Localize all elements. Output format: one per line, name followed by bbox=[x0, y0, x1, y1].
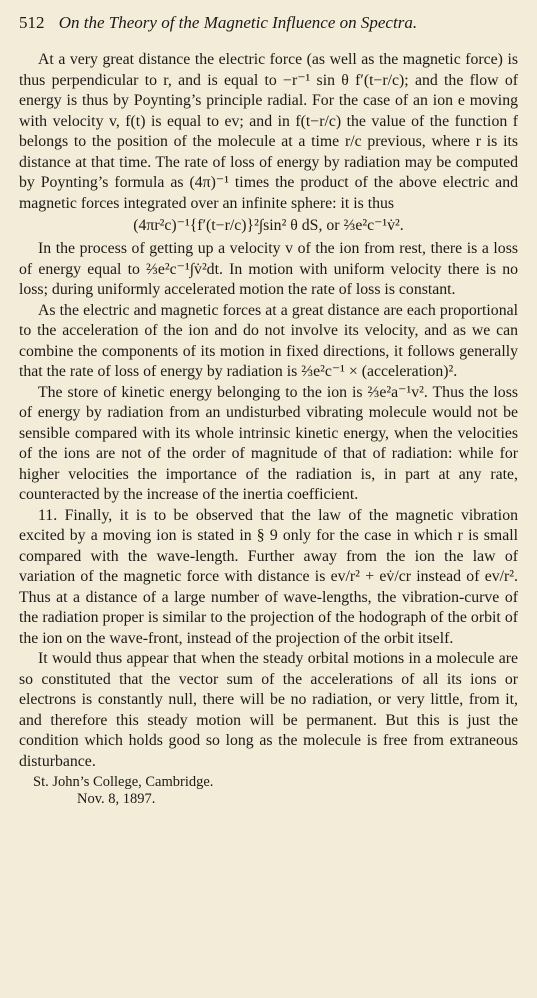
paragraph-radiation-force: At a very great distance the electric force (as well as the magnetic force) is thus perpendicular to r, and is equal to −r⁻¹ sin θ f′(t−r/c); and the flow of energy is thus by Poynting’s principle radial. For the case of an ion e moving with velocity v, f(t) is equal to ev; and in f(t−r/c) the value of the function f belongs to the position of the molecule at a time r/c previous, where r is its distance at that time. The rate of loss of energy by radiation may be computed by Poynting’s formula as (4π)⁻¹ times the product of the above electric and magnetic forces integrated over an infinite sphere: it is thus bbox=[19, 51, 518, 212]
page-number: 512 bbox=[19, 13, 45, 32]
equation-energy-loss: (4πr²c)⁻¹{f′(t−r/c)}²∫sin² θ dS, or ⅔e²c⁻¹v̇². bbox=[133, 217, 404, 234]
paragraph-section-11: 11. Finally, it is to be observed that the law of the magnetic vibration excited by a moving ion is stated in § 9 only for the case in which r is small compared with the wave-length. Further away from the ion the law of variation of the magnetic force with distance is ev/r² + ev̇/cr instead of ev/r². Thus at a distance of a large number of wave-lengths, the vibration-curve of the radiation proper is similar to the projection of the hodograph of the orbit of the ion on the wave-front, instead of the projection of the orbit itself. bbox=[19, 506, 518, 647]
running-header bbox=[19, 12, 518, 36]
paragraph-acceleration: As the electric and magnetic forces at a great distance are each proportional to the acceleration of the ion and do not involve its velocity, and as we can combine the components of its motion in fixed directions, it follows generally that the rate of loss of energy by radiation is ⅔e²c⁻¹ × (acceleration)². bbox=[19, 301, 518, 380]
signature-block bbox=[19, 774, 518, 808]
signature-date: Nov. 8, 1897. bbox=[77, 791, 156, 807]
running-title: On the Theory of the Magnetic Influence on Spectra. bbox=[58, 13, 418, 32]
paragraph-conclusion: It would thus appear that when the steady orbital motions in a molecule are so constituted that the vector sum of the accelerations of all its ions or electrons is constantly null, there will be no radiation, or very little, from it, and therefore this steady motion will be permanent. But this is just the condition which holds good so long as the molecule is free from extraneous disturbance. bbox=[19, 650, 518, 770]
paragraph-velocity-loss: In the process of getting up a velocity v of the ion from rest, there is a loss of energy equal to ⅔e²c⁻¹∫v̇²dt. In motion with uniform velocity there is no loss; during uniformly accelerated motion the rate of loss is constant. bbox=[19, 240, 518, 298]
article-body bbox=[19, 50, 518, 772]
signature-place: St. John’s College, Cambridge. bbox=[33, 774, 214, 790]
paragraph-kinetic-energy: The store of kinetic energy belonging to the ion is ⅔e²a⁻¹v². Thus the loss of energy by radiation from an undisturbed vibrating molecule would not be sensible compared with its whole intrinsic kinetic energy, when the velocities of the ions are not of the order of magnitude of that of radiation: while for higher velocities the importance of the radiation is, in part at any rate, counteracted by the increase of the inertia coefficient. bbox=[19, 383, 518, 503]
